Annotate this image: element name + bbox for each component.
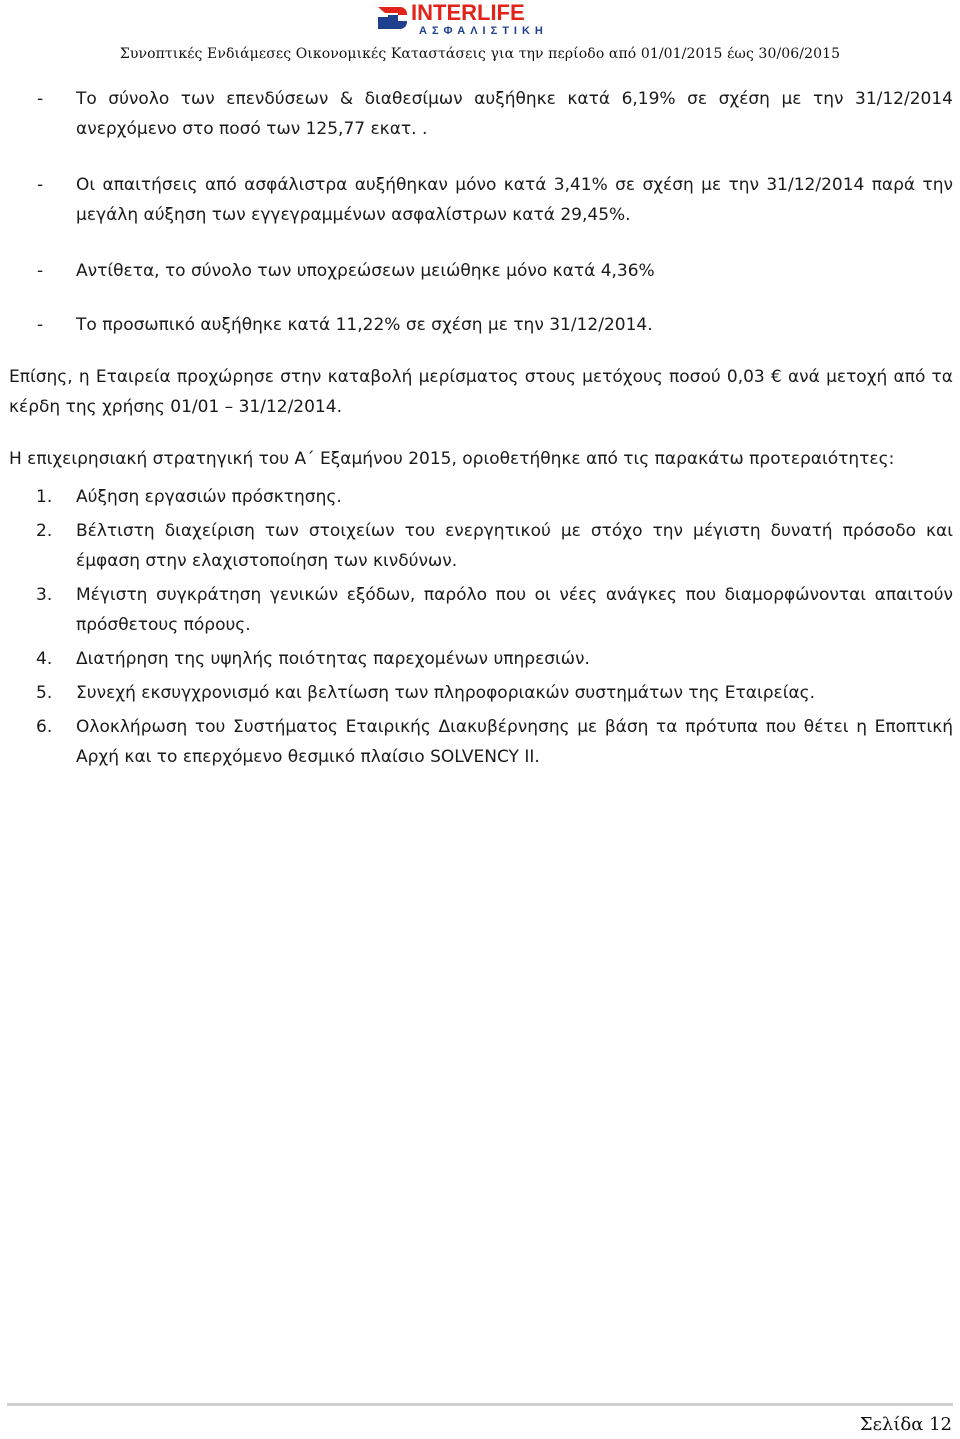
priority-text: Αύξηση εργασιών πρόσκτησης.: [76, 487, 342, 507]
priority-item: [9, 516, 953, 576]
document-body: [9, 84, 953, 772]
bullet-text: Αντίθετα, το σύνολο των υποχρεώσεων μειώθηκε μόνο κατά 4,36%: [76, 261, 655, 281]
interlife-logo: [375, 1, 595, 35]
footer-divider: [7, 1403, 953, 1406]
priority-number: 6.: [36, 717, 53, 737]
priority-number: 5.: [36, 683, 53, 703]
logo-subtext: ΑΣΦΑΛΙΣΤΙΚΗ: [419, 25, 548, 35]
priority-item: [9, 678, 953, 708]
priority-number: 2.: [36, 521, 53, 541]
page-number: Σελίδα 12: [859, 1414, 952, 1435]
priority-number: 3.: [36, 585, 53, 605]
page-header: [0, 0, 960, 70]
bullet-dash: -: [37, 89, 44, 109]
bullet-item: [9, 310, 953, 340]
priority-text: Διατήρηση της υψηλής ποιότητας παρεχομένων υπηρεσιών.: [76, 649, 590, 669]
priority-text: Μέγιστη συγκράτηση γενικών εξόδων, παρόλο που οι νέες ανάγκες που διαμορφώνονται απαιτούν πρόσθετους πόρους.: [76, 585, 953, 635]
logo-wordmark: INTERLIFE: [411, 1, 525, 25]
strategy-paragraph: Η επιχειρησιακή στρατηγική του Α΄ Εξαμήνου 2015, οριοθετήθηκε από τις παρακάτω προτεραιότητες:: [9, 449, 895, 469]
bullet-dash: -: [37, 261, 44, 281]
bullet-dash: -: [37, 315, 44, 335]
bullet-item: [9, 256, 953, 286]
bullet-item: [9, 170, 953, 230]
priority-number: 1.: [36, 487, 53, 507]
priority-item: [9, 644, 953, 674]
report-period-subtitle: Συνοπτικές Ενδιάμεσες Οικονομικές Καταστάσεις για την περίοδο από 01/01/2015 έως 30/06/2015: [119, 46, 841, 62]
bullet-text: Το σύνολο των επενδύσεων & διαθεσίμων αυξήθηκε κατά 6,19% σε σχέση με την 31/12/2014 ανερχόμενο στο ποσό των 125,77 εκατ. .: [76, 89, 953, 139]
bullet-dash: -: [37, 175, 44, 195]
priority-text: Συνεχή εκσυγχρονισμό και βελτίωση των πληροφοριακών συστημάτων της Εταιρείας.: [76, 683, 816, 703]
bullet-text: Οι απαιτήσεις από ασφάλιστρα αυξήθηκαν μόνο κατά 3,41% σε σχέση με την 31/12/2014 παρά την μεγάλη αύξηση των εγγεγραμμένων ασφαλίστρων κατά 29,45%.: [76, 175, 953, 225]
priority-number: 4.: [36, 649, 53, 669]
bullet-text: Το προσωπικό αυξήθηκε κατά 11,22% σε σχέση με την 31/12/2014.: [76, 315, 653, 335]
logo-emblem-icon: [378, 7, 407, 29]
priority-item: [9, 482, 953, 512]
dividend-paragraph: Επίσης, η Εταιρεία προχώρησε στην καταβολή μερίσματος στους μετόχους ποσού 0,03 € ανά μετοχή από τα κέρδη της χρήσης 01/01 – 31/12/2014.: [9, 367, 953, 417]
priority-text: Ολοκλήρωση του Συστήματος Εταιρικής Διακυβέρνησης με βάση τα πρότυπα που θέτει η Εποπτική Αρχή και το επερχόμενο θεσμικό πλαίσιο SOLVENCY II.: [76, 717, 953, 767]
bullet-item: [9, 84, 953, 144]
priority-item: [9, 580, 953, 640]
priority-item: [9, 712, 953, 772]
priority-text: Βέλτιστη διαχείριση των στοιχείων του ενεργητικού με στόχο την μέγιστη δυνατή πρόσοδο και έμφαση στην ελαχιστοποίηση των κινδύνων.: [76, 521, 953, 571]
